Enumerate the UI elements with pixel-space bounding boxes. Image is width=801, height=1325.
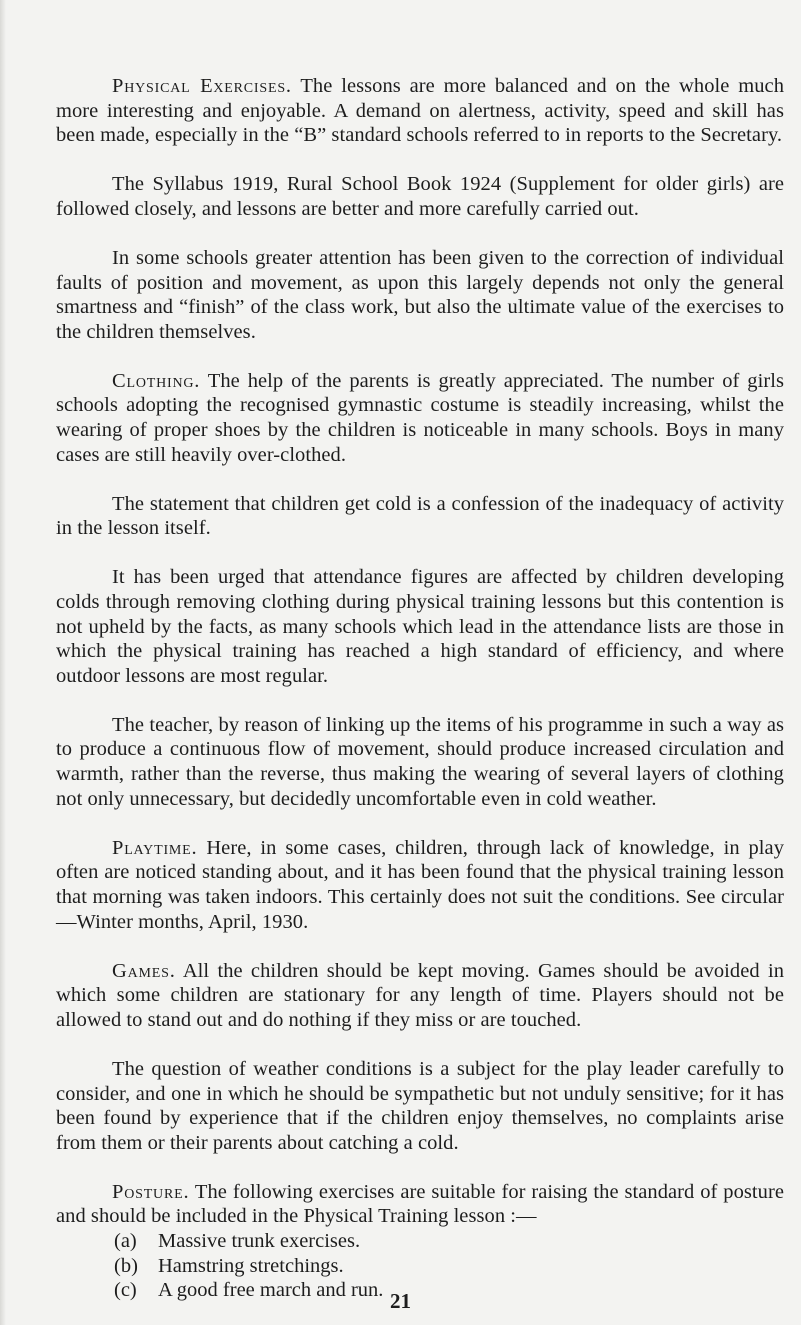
paragraph-weather [56,1057,784,1155]
scan-edge [0,0,6,1325]
list-marker: (a) [114,1229,137,1252]
paragraph-playtime [56,836,784,934]
paragraph-attendance [56,565,784,688]
page-number: 21 [390,1289,411,1313]
list-item [114,1229,784,1254]
list-marker: (b) [114,1254,138,1277]
paragraph-text: The lessons are more balanced and on the whole much more interesting and enjoyable. A demand on alertness, activity, speed and skill has been made, especially in the “B” standard schools referred to in reports to the Secretary. [56,75,785,147]
paragraph-text: The help of the parents is greatly appreciated. The number of girls schools adopting the recognised gymnastic costume is steadily increasing, whilst the wearing of proper shoes by the children is noticeable in many schools. Boys in many cases are still heavily over-clothed. [56,369,785,466]
paragraph-games [56,959,784,1033]
section-heading-clothing: Clothing. [112,369,201,392]
section-heading-physical-exercises: Physical Exercises. [112,75,292,97]
section-heading-posture: Posture. [112,1180,190,1203]
list-item-text: A good free march and run. [158,1279,384,1302]
paragraph-physical-exercises [56,74,784,148]
list-item [114,1254,784,1279]
paragraph-text: In some schools greater attention has been given to the correction of individual faults of position and movement, as upon this largely depends not only the general smartness and “finish” of the class work, but also the ultimate value of the exercises to the children themselves. [56,246,784,343]
section-heading-playtime: Playtime. [112,836,198,859]
list-item-text: Massive trunk exercises. [158,1229,361,1252]
section-heading-games: Games. [112,959,176,982]
paragraph-text: The Syllabus 1919, Rural School Book 1924 (Supplement for older girls) are followed closely, and lessons are better and more carefully carried out. [56,173,784,220]
paragraph-clothing [56,369,784,467]
paragraph-individual-faults [56,246,784,344]
paragraph-text: It has been urged that attendance figures are affected by children developing colds through removing clothing during physical training lessons but this contention is not upheld by the facts, as many schools which lead in the attendance lists are those in which the physical training has reached a high standard of efficiency, and where outdoor lessons are most regular. [56,566,784,687]
paragraph-text: Here, in some cases, children, through lack of knowledge, in play often are noticed standing about, and it has been found that the physical training lesson that morning was taken indoors. This certainly does not suit the conditions. See circular—Winter months, April, 1930. [56,836,784,933]
paragraph-teacher [56,713,784,811]
paragraph-text: All the children should be kept moving. Games should be avoided in which some children are stationary for any length of time. Players should not be allowed to stand out and do nothing if they miss or are touched. [56,959,785,1031]
paragraph-posture [56,1180,784,1229]
list-item-text: Hamstring stretchings. [158,1254,344,1277]
paragraph-children-cold [56,492,784,541]
list-marker: (c) [114,1279,137,1302]
paragraph-text: The teacher, by reason of linking up the items of his programme in such a way as to produce a continuous flow of movement, should produce increased circulation and warmth, rather than the reverse, thus making the wearing of several layers of clothing not only unnecessary, but decidedly uncomfortable even in cold weather. [56,713,784,810]
paragraph-text: The following exercises are suitable for raising the standard of posture and should be included in the Physical Training lesson :— [56,1180,785,1228]
document-body [56,74,784,1303]
paragraph-syllabus [56,172,784,221]
paragraph-text: The statement that children get cold is a confession of the inadequacy of activity in the lesson itself. [56,492,784,540]
paragraph-text: The question of weather conditions is a subject for the play leader carefully to consider, and one in which he should be sympathetic but not unduly sensitive; for it has been found by experience that if the children enjoy themselves, no complaints arise from them or their parents about catching a cold. [56,1057,784,1154]
